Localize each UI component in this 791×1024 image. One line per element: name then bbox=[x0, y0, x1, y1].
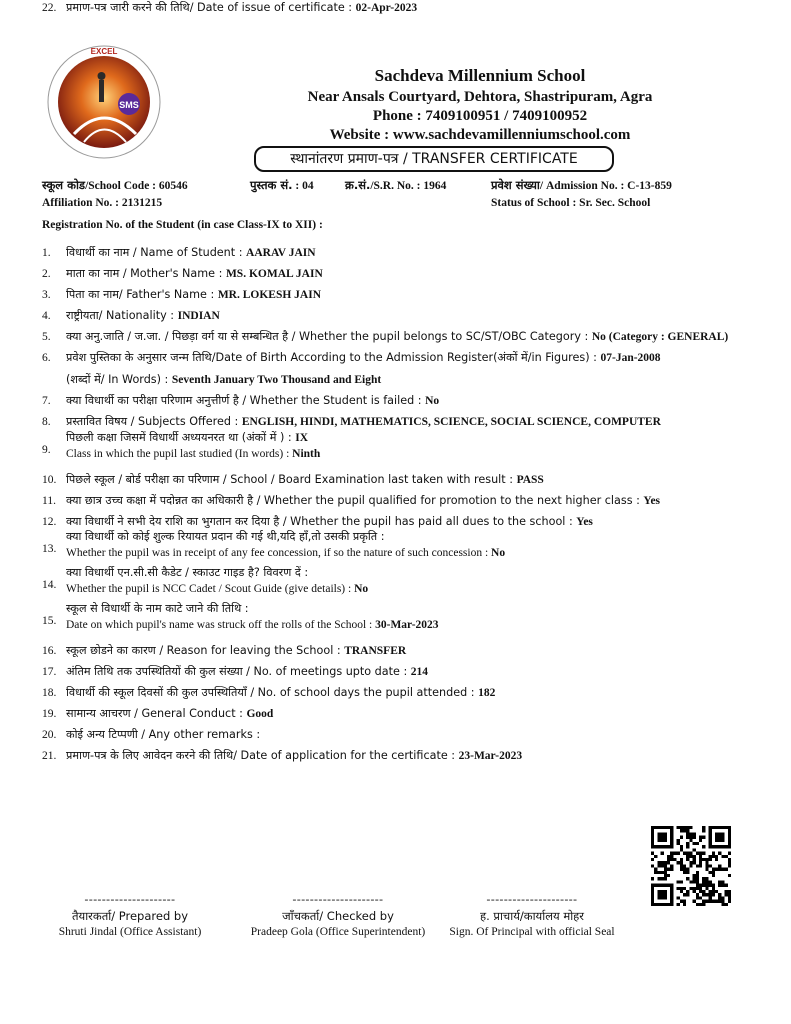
field-label: प्रवेश पुस्तिका के अनुसार जन्म तिथि/Date of Birth According to the Admission Register(अंकों में/in Figures) : bbox=[66, 351, 601, 364]
field-label: Whether the pupil was in receipt of any fee concession, if so the nature of such concession : bbox=[66, 547, 492, 559]
field-line-hindi bbox=[66, 529, 384, 544]
field-number: 22. bbox=[42, 2, 57, 14]
field-value: TRANSFER bbox=[344, 645, 407, 657]
field-line-english bbox=[66, 448, 320, 460]
field-label: क्या विधार्थी का परीक्षा परिणाम अनुत्तीर्ण है / Whether the Student is failed : bbox=[66, 394, 426, 407]
field-value: MS. KOMAL JAIN bbox=[225, 268, 323, 280]
field-row bbox=[42, 350, 661, 365]
field-value: Ninth bbox=[292, 448, 321, 460]
field-number: 9. bbox=[42, 444, 51, 456]
logo-monogram: SMS bbox=[119, 100, 139, 110]
school-address: Near Ansals Courtyard, Dehtora, Shastripuram, Agra bbox=[307, 89, 653, 105]
signature-role: जाँचकर्ता/ Checked by bbox=[282, 909, 394, 923]
field-row bbox=[42, 727, 260, 742]
sr-number: क्र.सं./S.R. No. : 1964 bbox=[345, 178, 447, 192]
signature-name: Pradeep Gola (Office Superintendent) bbox=[250, 926, 426, 938]
field-line-hindi bbox=[66, 601, 249, 616]
field-value: 02-Apr-2023 bbox=[355, 2, 418, 14]
signature-block bbox=[20, 892, 240, 940]
signature-name: Shruti Jindal (Office Assistant) bbox=[58, 926, 202, 938]
field-number: 2. bbox=[42, 268, 51, 280]
field-number: 20. bbox=[42, 729, 57, 741]
field-value: 30-Mar-2023 bbox=[375, 619, 439, 631]
school-status: Status of School : Sr. Sec. School bbox=[491, 197, 651, 209]
field-value: No bbox=[491, 547, 506, 559]
field-number: 6. bbox=[42, 352, 51, 364]
signature-line: --------------------- bbox=[84, 894, 176, 906]
field-row bbox=[42, 514, 593, 529]
field-number: 11. bbox=[42, 495, 56, 507]
certificate-title: स्थानांतरण प्रमाण-पत्र / TRANSFER CERTIFICATE bbox=[254, 146, 614, 172]
field-number: 7. bbox=[42, 395, 51, 407]
field-row bbox=[66, 372, 381, 387]
field-row bbox=[42, 444, 66, 456]
field-value: 07-Jan-2008 bbox=[600, 352, 661, 364]
field-row bbox=[42, 266, 323, 281]
book-number: पुस्तक सं. : 04 bbox=[250, 178, 314, 192]
field-label: विधार्थी की स्कूल दिवसों की कुल उपस्थितियाँ / No. of school days the pupil attended : bbox=[66, 686, 479, 699]
field-number: 17. bbox=[42, 666, 57, 678]
field-row bbox=[42, 414, 661, 429]
field-row bbox=[42, 615, 66, 627]
field-label: Date on which pupil's name was struck off the rolls of the School : bbox=[66, 619, 376, 631]
affiliation-number: Affiliation No. : 2131215 bbox=[42, 197, 163, 209]
school-logo bbox=[44, 42, 164, 162]
signature-line: --------------------- bbox=[486, 894, 578, 906]
school-website: Website : www.sachdevamillenniumschool.com bbox=[329, 127, 631, 143]
field-number: 12. bbox=[42, 516, 57, 528]
field-line-english bbox=[66, 547, 505, 559]
field-value: 23-Mar-2023 bbox=[458, 750, 523, 762]
field-row bbox=[42, 329, 728, 344]
field-line-english bbox=[66, 619, 439, 631]
field-value: ENGLISH, HINDI, MATHEMATICS, SCIENCE, SOCIAL SCIENCE, COMPUTER bbox=[241, 416, 661, 428]
field-number: 10. bbox=[42, 474, 57, 486]
field-label: क्या विधार्थी एन.सी.सी कैडेट / स्काउट गाइड है? विवरण दें : bbox=[66, 566, 309, 579]
signature-name: Sign. Of Principal with official Seal bbox=[449, 926, 615, 938]
field-label: अंतिम तिथि तक उपस्थितियों की कुल संख्या / No. of meetings upto date : bbox=[66, 665, 411, 678]
field-label: Class in which the pupil last studied (In words) : bbox=[66, 448, 293, 460]
field-row bbox=[42, 643, 406, 658]
field-row bbox=[42, 493, 660, 508]
field-label: स्कूल से विधार्थी के नाम काटे जाने की तिथि : bbox=[66, 602, 249, 615]
field-number: 8. bbox=[42, 416, 51, 428]
logo-text: EXCEL bbox=[90, 47, 118, 56]
field-row bbox=[42, 472, 544, 487]
field-number: 19. bbox=[42, 708, 57, 720]
qr-code bbox=[651, 826, 731, 906]
field-label: क्या विधार्थी को कोई शुल्क रियायत प्रदान की गई थी,यदि हाँ,तो उसकी प्रकृति : bbox=[66, 530, 385, 543]
field-row bbox=[42, 748, 522, 763]
school-name: Sachdeva Millennium School bbox=[374, 66, 586, 85]
school-code: स्कूल कोड/School Code : 60546 bbox=[42, 178, 188, 192]
field-value: No bbox=[354, 583, 369, 595]
signature-line: --------------------- bbox=[292, 894, 384, 906]
field-label: राष्ट्रीयता/ Nationality : bbox=[66, 309, 178, 322]
field-row bbox=[42, 579, 66, 591]
signature-role: ह. प्राचार्य/कार्यालय मोहर bbox=[479, 909, 584, 923]
field-value: INDIAN bbox=[177, 310, 220, 322]
field-value: IX bbox=[295, 432, 308, 444]
signature-role: तैयारकर्ता/ Prepared by bbox=[71, 909, 189, 923]
field-label: माता का नाम / Mother's Name : bbox=[66, 267, 226, 280]
field-label: क्या छात्र उच्च कक्षा में पदोन्नत का अधिकारी है / Whether the pupil qualified for promotion to the next higher class : bbox=[66, 494, 644, 507]
field-label: विधार्थी का नाम / Name of Student : bbox=[66, 246, 247, 259]
field-number: 3. bbox=[42, 289, 51, 301]
field-value: No bbox=[425, 395, 440, 407]
field-label: पिता का नाम/ Father's Name : bbox=[66, 288, 218, 301]
field-value: 182 bbox=[478, 687, 496, 699]
field-number: 18. bbox=[42, 687, 57, 699]
field-number: 21. bbox=[42, 750, 57, 762]
field-row bbox=[42, 0, 417, 15]
field-value: Seventh January Two Thousand and Eight bbox=[171, 374, 382, 386]
field-row bbox=[42, 245, 316, 260]
field-value: Yes bbox=[576, 516, 593, 528]
admission-number: प्रवेश संख्या/ Admission No. : C-13-859 bbox=[491, 178, 672, 192]
field-row bbox=[42, 308, 220, 323]
field-row bbox=[42, 393, 439, 408]
field-label: प्रस्तावित विषय / Subjects Offered : bbox=[66, 415, 242, 428]
field-label: Whether the pupil is NCC Cadet / Scout Guide (give details) : bbox=[66, 583, 355, 595]
field-number: 4. bbox=[42, 310, 51, 322]
field-label: पिछली कक्षा जिसमें विधार्थी अध्ययनरत था (अंकों में ) : bbox=[66, 431, 296, 444]
field-value: Good bbox=[246, 708, 274, 720]
field-number: 14. bbox=[42, 579, 57, 591]
field-value: 214 bbox=[410, 666, 429, 678]
field-value: No (Category : GENERAL) bbox=[591, 331, 729, 343]
field-line-hindi bbox=[66, 565, 308, 580]
registration-number: Registration No. of the Student (in case Class-IX to XII) : bbox=[42, 219, 323, 231]
field-label: पिछले स्कूल / बोर्ड परीक्षा का परिणाम / School / Board Examination last taken with result : bbox=[66, 473, 517, 486]
signature-block bbox=[228, 892, 448, 940]
school-phone: Phone : 7409100951 / 7409100952 bbox=[372, 108, 588, 124]
field-row bbox=[42, 664, 428, 679]
field-label: कोई अन्य टिप्पणी / Any other remarks : bbox=[66, 728, 261, 741]
signature-block bbox=[422, 892, 642, 940]
field-line-hindi bbox=[66, 430, 308, 445]
field-label: क्या अनु.जाति / ज.जा. / पिछड़ा वर्ग या से सम्बन्धित है / Whether the pupil belongs to SC/ST/OBC Category : bbox=[66, 330, 592, 343]
field-value: AARAV JAIN bbox=[246, 247, 316, 259]
field-label: क्या विधार्थी ने सभी देय राशि का भुगतान कर दिया है / Whether the pupil has paid all dues to the school : bbox=[66, 515, 577, 528]
field-label: (शब्दों में/ In Words) : bbox=[66, 373, 172, 386]
field-row bbox=[42, 287, 321, 302]
field-label: प्रमाण-पत्र जारी करने की तिथि/ Date of issue of certificate : bbox=[66, 1, 356, 14]
field-row bbox=[42, 706, 273, 721]
field-row bbox=[42, 543, 66, 555]
field-number: 13. bbox=[42, 543, 57, 555]
field-value: MR. LOKESH JAIN bbox=[217, 289, 322, 301]
field-line-english bbox=[66, 583, 368, 595]
field-number: 15. bbox=[42, 615, 57, 627]
field-row bbox=[42, 685, 495, 700]
field-label: प्रमाण-पत्र के लिए आवेदन करने की तिथि/ Date of application for the certificate : bbox=[66, 749, 459, 762]
field-number: 5. bbox=[42, 331, 51, 343]
field-label: स्कूल छोडने का कारण / Reason for leaving the School : bbox=[66, 644, 345, 657]
field-value: PASS bbox=[516, 474, 544, 486]
field-value: Yes bbox=[643, 495, 661, 507]
field-number: 1. bbox=[42, 247, 51, 259]
field-number: 16. bbox=[42, 645, 57, 657]
field-label: सामान्य आचरण / General Conduct : bbox=[66, 707, 247, 720]
